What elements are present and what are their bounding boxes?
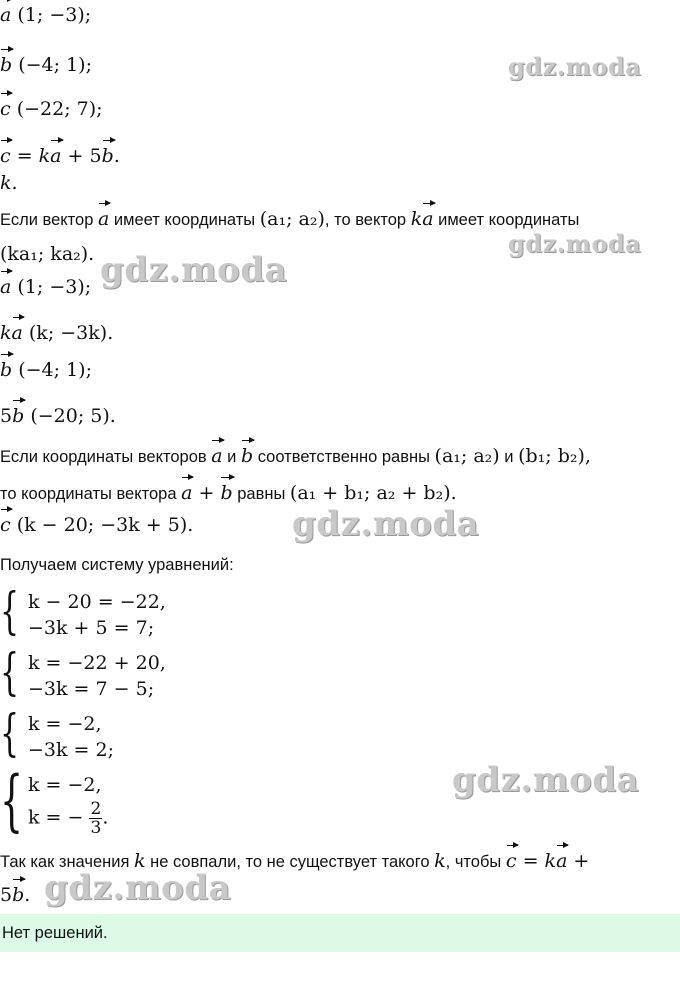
equation-system-2: { k = −22 + 20, −3k = 7 − 5; [0, 643, 166, 701]
watermark: gdz.moda [292, 504, 480, 544]
vector-c-coords: (−22; 7); [16, 98, 103, 120]
equation-system-1: { k − 20 = −22, −3k + 5 = 7; [0, 582, 166, 640]
k-line [0, 172, 18, 194]
vector-ka-line: ka (k; −3k). [0, 322, 114, 344]
watermark: gdz.moda [452, 760, 640, 800]
vector-b-symbol: b [0, 54, 13, 76]
watermark: gdz.moda [100, 250, 288, 290]
watermark: gdz.moda [508, 52, 642, 81]
vector-b-line-2: b (−4; 1); [0, 359, 92, 381]
paragraph-rule-scalar-cont: (ka₁; ka₂). [0, 243, 95, 265]
vector-b-line [0, 54, 92, 76]
vector-a-line [0, 4, 91, 26]
paragraph-rule-sum-cont: то координаты вектора a + b равны (a₁ + b₁; a₂ + b₂). [0, 482, 457, 504]
equation-c-line: c = ka + 5b. [0, 145, 120, 167]
vector-c-line [0, 98, 103, 120]
paragraph-rule-sum: Если координаты векторов a и b соответственно равны (a₁; a₂) и (b₁; b₂), [0, 445, 591, 467]
brace: { [0, 582, 20, 640]
watermark: gdz.moda [508, 229, 642, 258]
vector-c-result-line: c (k − 20; −3k + 5). [0, 514, 194, 536]
fraction: $\frac{2}{3}$ [90, 799, 102, 838]
k-symbol: k. [0, 172, 18, 194]
answer-box [0, 914, 680, 952]
vector-a-symbol: a [0, 4, 12, 26]
paragraph-rule-scalar: Если вектор a имеет координаты (a₁; a₂), то вектор ka имеет координаты [0, 208, 580, 230]
equation-system-3: { k = −2, −3k = 2; [0, 704, 115, 762]
vector-5b-line: 5b (−20; 5). [0, 405, 116, 427]
vector-b-coords: (−4; 1); [18, 54, 92, 76]
system-intro: Получаем систему уравнений: [0, 556, 234, 574]
equation-rhs-plus: + 5 [67, 145, 102, 167]
answer-text: Нет решений. [2, 924, 108, 942]
watermark: gdz.moda [44, 868, 232, 908]
conclusion-text-cont: 5b. [0, 884, 31, 906]
vector-a-line-2: a (1; −3); [0, 276, 92, 298]
equation-system-4: { k = −2, k = − $\frac{2}{3}$ . [0, 762, 109, 839]
brace: { [0, 762, 24, 839]
brace: { [0, 643, 20, 701]
vector-a-coords: (1; −3); [17, 4, 92, 26]
brace: { [0, 704, 20, 762]
conclusion-text: Так как значения k не совпали, то не существует такого k, чтобы c = ka + [0, 850, 590, 872]
vector-c-symbol: c [0, 98, 11, 120]
